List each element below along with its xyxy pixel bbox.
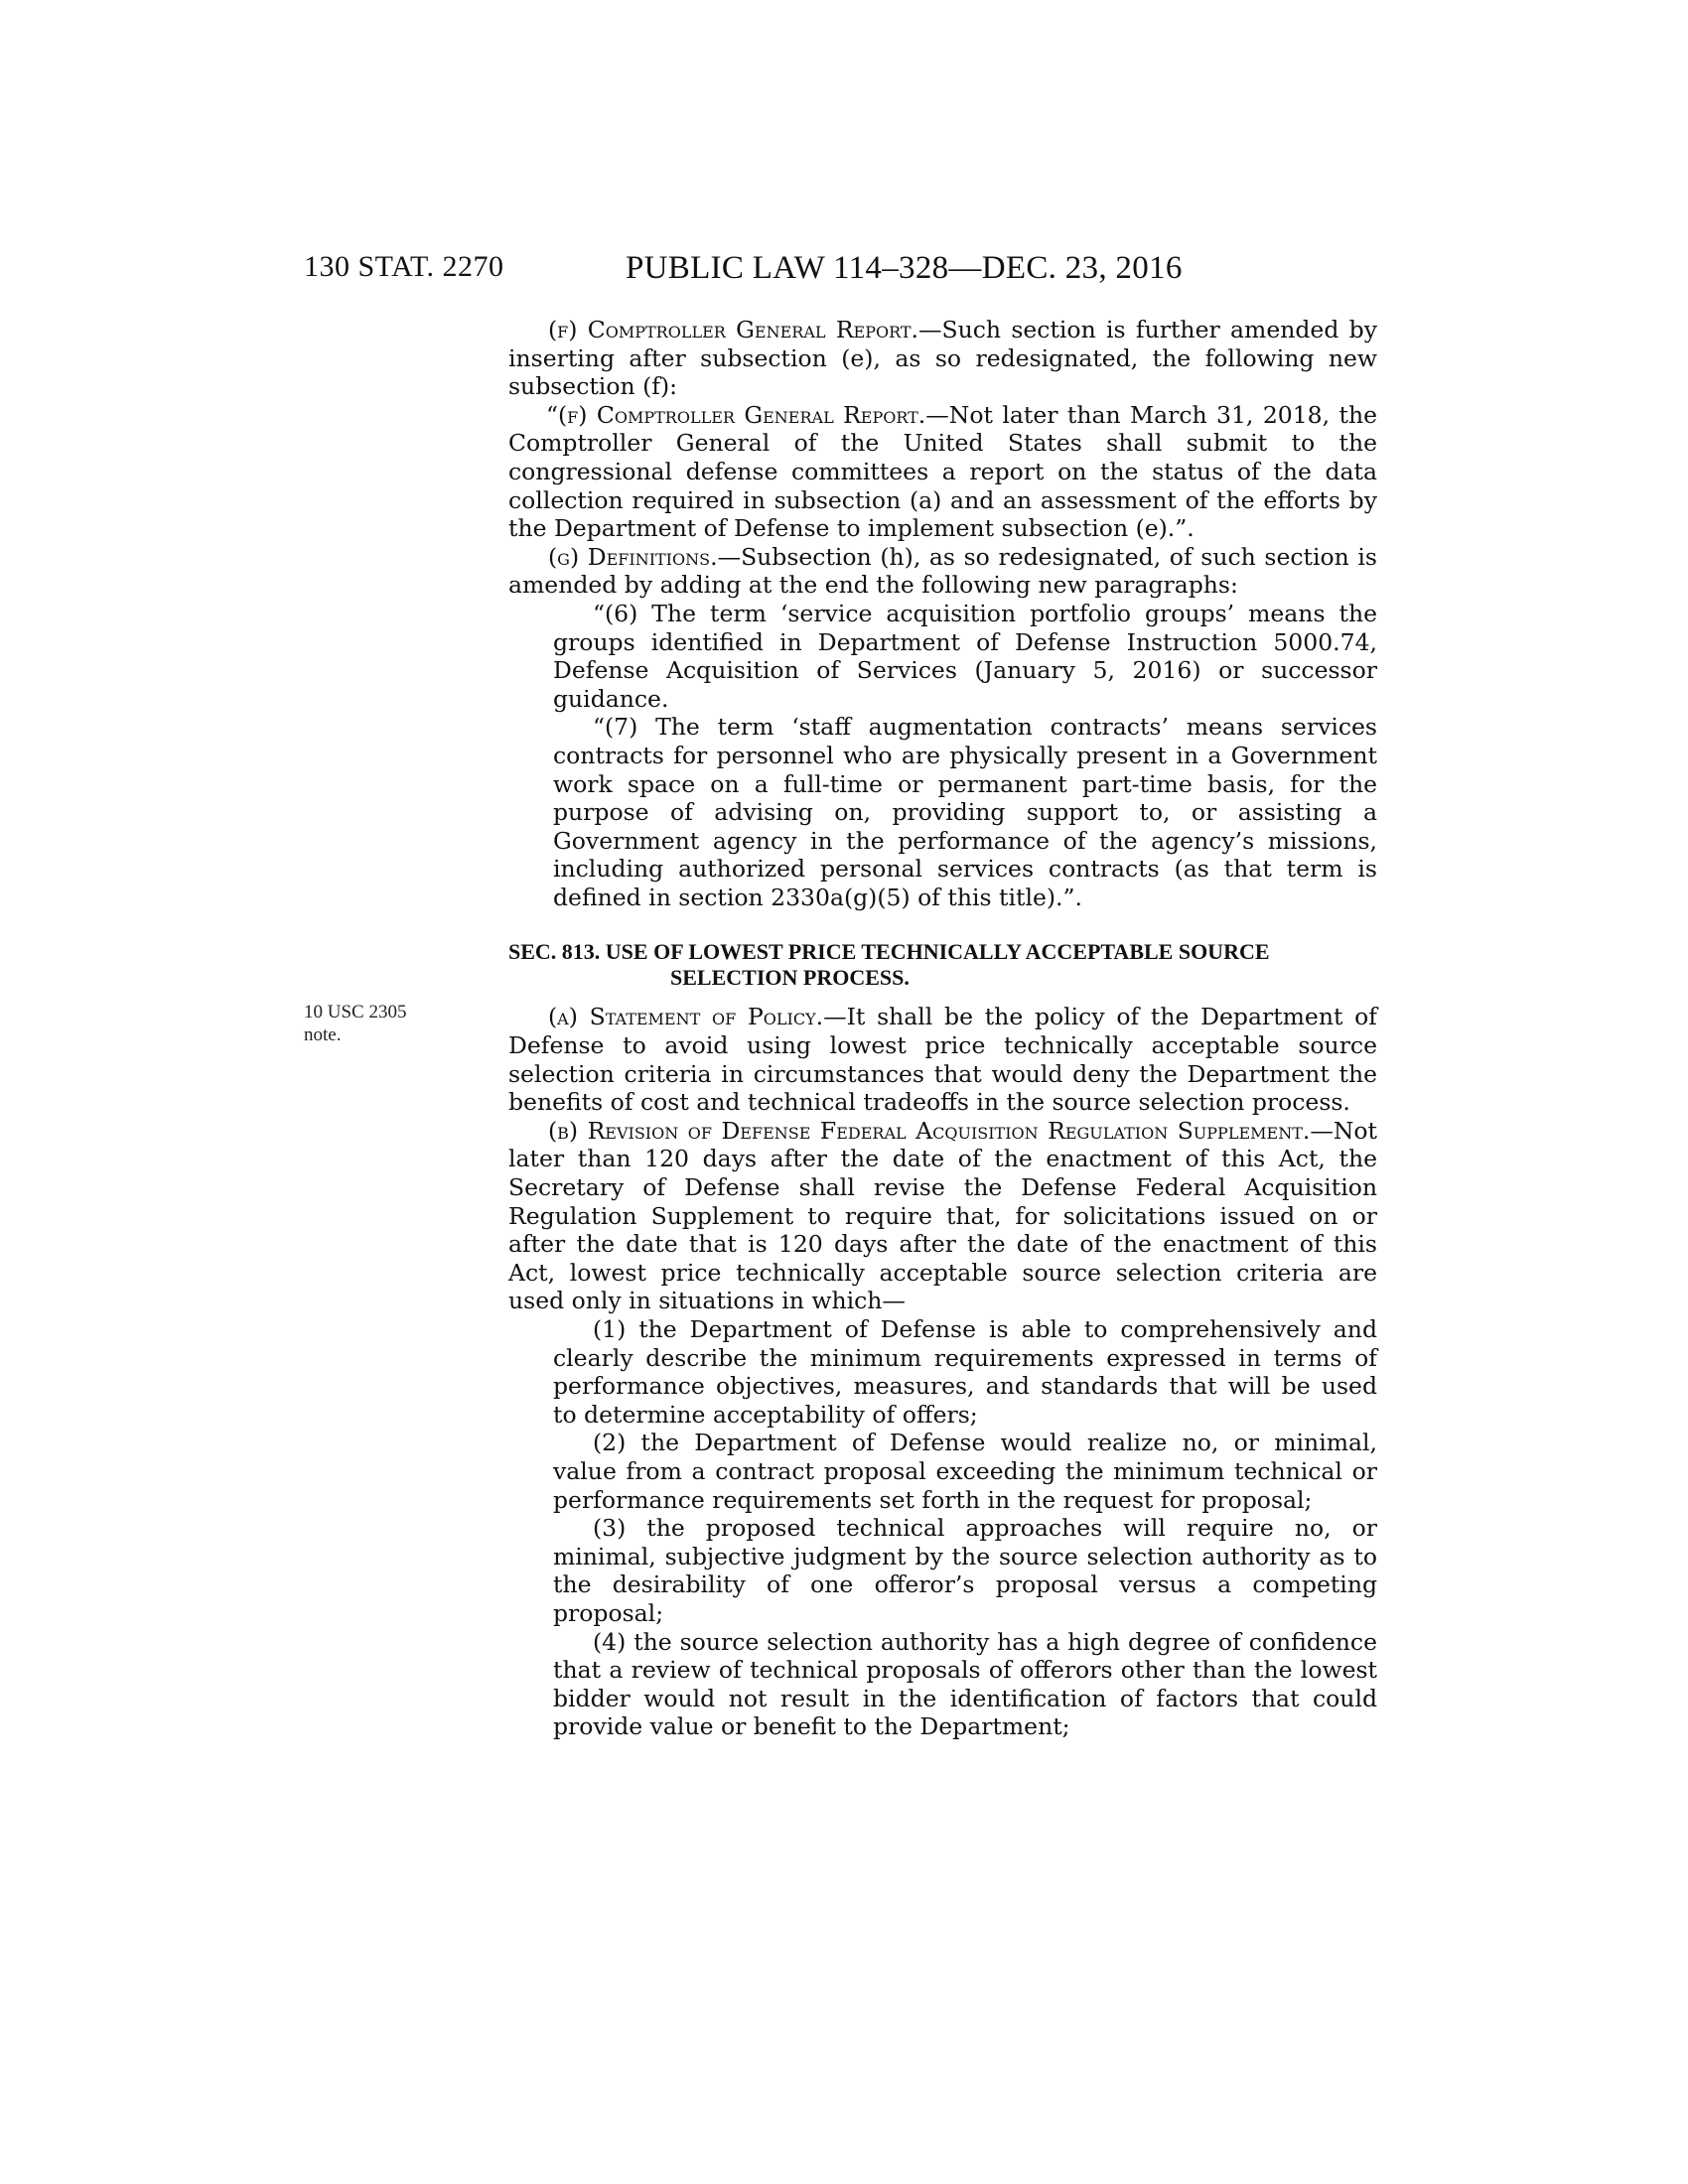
definition-7: “(7) The term ‘staff augmentation contracts’ means services contracts for personnel who are physically present in a Government work space on a full-time or permanent part-time basis, for the purpose of advising on, providing support to, or assisting a Government agency in the performance of the agency’s missions, including authorized personal services contracts (as that term is defined in section 2330a(g)(5) of this title).”. bbox=[553, 713, 1377, 911]
section-heading-line2: SELECTION PROCESS. bbox=[670, 965, 910, 991]
law-title: PUBLIC LAW 114–328—DEC. 23, 2016 bbox=[626, 250, 1183, 286]
subsection-g bbox=[508, 543, 1377, 600]
subsection-b-text: —Not later than 120 days after the date of the enactment of this Act, the Secretary of Defense shall revise the Defense Federal Acquisition Regulation Supplement to require that, for solicitations issued on or after the date that is 120 days after the date of the enactment of this Act, lowest price technically acceptable source selection criteria are used only in situations in which— bbox=[508, 1116, 1377, 1315]
subsection-a bbox=[508, 1003, 1377, 1116]
subsection-g-text: —Subsection (h), as so redesignated, of such section is amended by adding at the end the following new paragraphs: bbox=[508, 542, 1377, 600]
criteria-item-4: (4) the source selection authority has a high degree of confidence that a review of technical proposals of offerors other than the lowest bidder would not result in the identification of factors that could provide value or benefit to the Department; bbox=[553, 1627, 1377, 1741]
page-reference: 130 STAT. 2270 bbox=[304, 250, 504, 283]
margin-citation-line1: 10 USC 2305 bbox=[304, 1002, 407, 1023]
quoted-subsection-f bbox=[508, 401, 1377, 543]
criteria-item-1: (1) the Department of Defense is able to comprehensively and clearly describe the minimum requirements expressed in terms of performance objectives, measures, and standards that will be used to determine acceptability of offers; bbox=[553, 1315, 1377, 1429]
subsection-f-text: —Such section is further amended by inserting after subsection (e), as so redesignated, the following new subsection (f): bbox=[508, 316, 1377, 401]
subsection-g-heading: (g) Definitions. bbox=[548, 542, 718, 571]
subsection-a-text: —It shall be the policy of the Department of Defense to avoid using lowest price technically acceptable source selection criteria in circumstances that would deny the Department the benefits of cost and technical tradeoffs in the source selection process. bbox=[508, 1003, 1377, 1117]
section-813-heading bbox=[508, 939, 1377, 991]
quoted-subsection-f-heading: “(f) Comptroller General Report. bbox=[546, 400, 926, 429]
running-header bbox=[0, 250, 1688, 294]
margin-citation bbox=[304, 1001, 453, 1046]
margin-citation-line2: note. bbox=[304, 1024, 342, 1045]
subsection-a-heading: (a) Statement of Policy. bbox=[548, 1003, 824, 1031]
subsection-f bbox=[508, 316, 1377, 401]
subsection-b-heading: (b) Revision of Defense Federal Acquisition Regulation Supplement. bbox=[548, 1116, 1311, 1145]
body-text bbox=[508, 316, 1377, 1741]
subsection-b bbox=[508, 1117, 1377, 1315]
quoted-subsection-f-text: —Not later than March 31, 2018, the Comptroller General of the United States shall submit to the congressional defense committees a report on the status of the data collection required in subsection (a) and an assessment of the efforts by the Department of Defense to implement subsection (e).”. bbox=[508, 400, 1377, 543]
definition-6: “(6) The term ‘service acquisition portfolio groups’ means the groups identified in Department of Defense Instruction 5000.74, Defense Acquisition of Services (January 5, 2016) or successor guidance. bbox=[553, 599, 1377, 713]
section-heading-line1: SEC. 813. USE OF LOWEST PRICE TECHNICALLY ACCEPTABLE SOURCE bbox=[508, 939, 1270, 965]
criteria-item-3: (3) the proposed technical approaches will require no, or minimal, subjective judgment by the source selection authority as to the desirability of one offeror’s proposal versus a competing proposal; bbox=[553, 1514, 1377, 1627]
subsection-f-heading: (f) Comptroller General Report. bbox=[548, 316, 918, 343]
criteria-item-2: (2) the Department of Defense would realize no, or minimal, value from a contract proposal exceeding the minimum technical or performance requirements set forth in the request for proposal; bbox=[553, 1429, 1377, 1514]
